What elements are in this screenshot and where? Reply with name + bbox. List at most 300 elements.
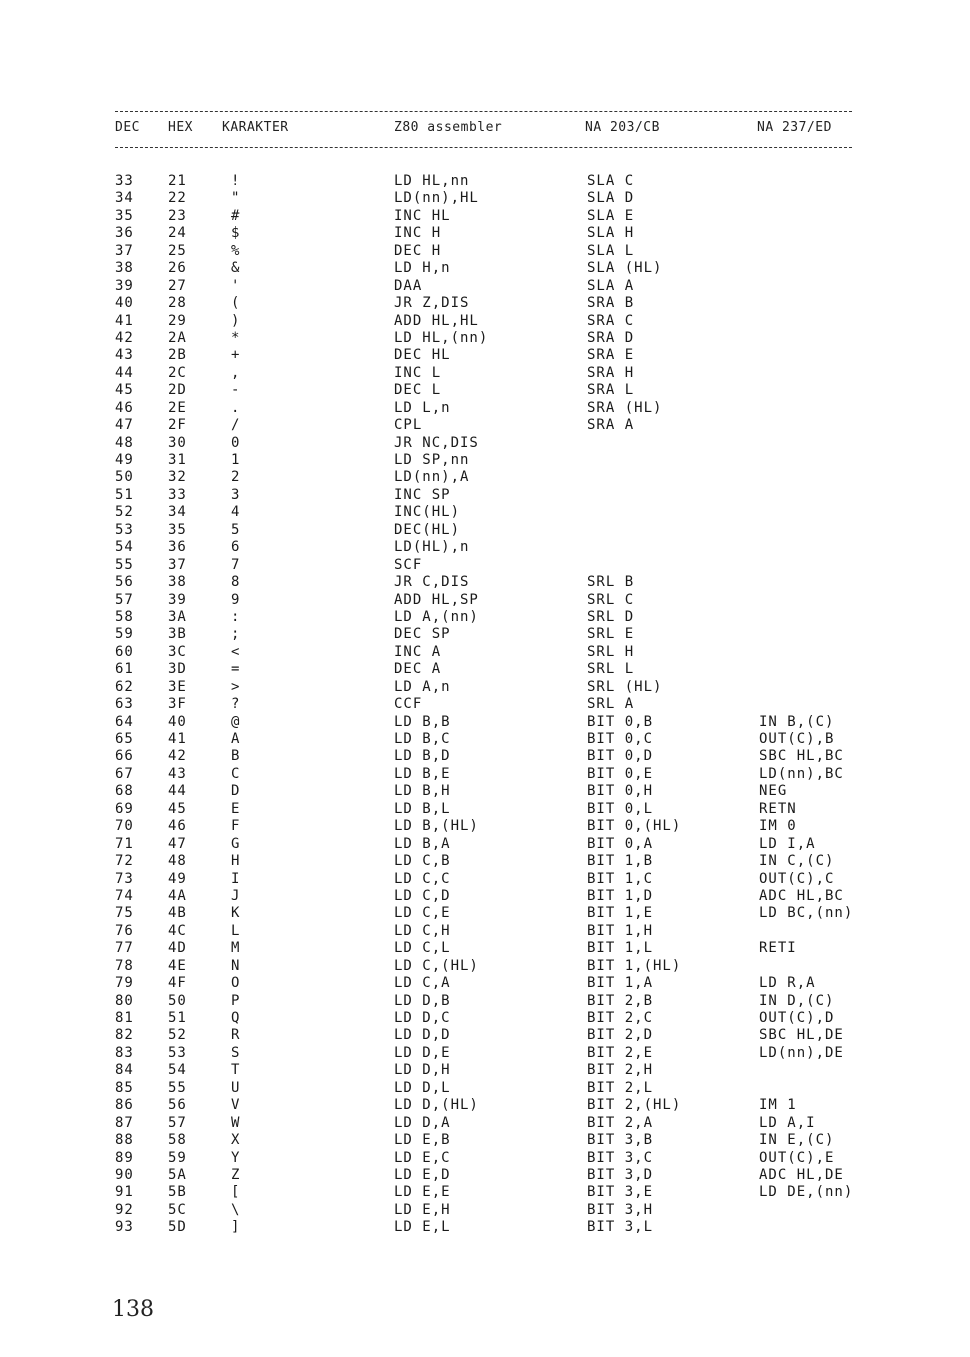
cell-z80: LD E,B — [394, 1132, 451, 1149]
cell-karakter: G — [231, 835, 240, 852]
cell-na237: IM 1 — [759, 1097, 797, 1114]
cell-dec: 46 — [115, 399, 134, 416]
cell-dec: 61 — [115, 661, 134, 678]
cell-na203: BIT 1,L — [587, 940, 654, 957]
cell-karakter: 9 — [231, 591, 240, 608]
cell-na203: SRA E — [587, 347, 635, 364]
table-row — [0, 1202, 970, 1219]
cell-karakter: D — [231, 783, 240, 800]
cell-hex: 28 — [168, 295, 187, 312]
cell-dec: 33 — [115, 173, 134, 189]
cell-hex: 55 — [168, 1079, 187, 1096]
cell-dec: 71 — [115, 835, 134, 852]
cell-z80: LD D,H — [394, 1062, 451, 1079]
cell-na203: BIT 0,(HL) — [587, 818, 682, 835]
cell-hex: 50 — [168, 992, 187, 1009]
cell-hex: 37 — [168, 556, 187, 573]
cell-na237: ADC HL,DE — [759, 1166, 844, 1183]
table-row — [0, 1097, 970, 1114]
cell-karakter: / — [231, 417, 240, 434]
cell-na203: BIT 1,C — [587, 870, 654, 887]
cell-na203: SRA D — [587, 329, 635, 346]
cell-z80: DEC L — [394, 382, 442, 399]
cell-dec: 49 — [115, 452, 134, 468]
cell-karakter: I — [231, 870, 240, 887]
cell-z80: LD E,E — [394, 1184, 451, 1201]
cell-karakter: : — [231, 608, 240, 625]
cell-z80: CCF — [394, 696, 423, 713]
cell-dec: 87 — [115, 1114, 134, 1131]
header-top-rule — [115, 111, 852, 112]
cell-na203: SLA C — [587, 173, 635, 189]
cell-dec: 36 — [115, 225, 134, 242]
cell-hex: 53 — [168, 1044, 187, 1061]
table-row — [0, 592, 970, 609]
cell-z80: LD L,n — [394, 399, 451, 416]
cell-z80: LD A,(nn) — [394, 608, 479, 625]
cell-hex: 23 — [168, 207, 187, 224]
cell-karakter: K — [231, 905, 240, 922]
cell-na237: RETN — [759, 800, 797, 817]
cell-hex: 3D — [168, 661, 187, 678]
cell-dec: 63 — [115, 696, 134, 713]
cell-na237: OUT(C),B — [759, 731, 835, 747]
cell-dec: 81 — [115, 1010, 134, 1026]
cell-z80: INC HL — [394, 207, 451, 224]
cell-z80: INC(HL) — [394, 504, 461, 521]
cell-na203: BIT 1,(HL) — [587, 957, 682, 974]
table-row — [0, 1010, 970, 1027]
cell-hex: 42 — [168, 748, 187, 765]
cell-dec: 80 — [115, 992, 134, 1009]
table-row — [0, 574, 970, 591]
cell-na203: BIT 0,H — [587, 783, 654, 800]
cell-na237: RETI — [759, 940, 797, 957]
cell-na203: SRL L — [587, 661, 635, 678]
table-row — [0, 1027, 970, 1044]
cell-na203: BIT 2,C — [587, 1010, 654, 1026]
table-row — [0, 557, 970, 574]
cell-z80: LD D,L — [394, 1079, 451, 1096]
cell-karakter: [ — [231, 1184, 240, 1201]
table-row — [0, 469, 970, 486]
cell-z80: JR NC,DIS — [394, 434, 479, 451]
cell-karakter: H — [231, 853, 240, 870]
cell-dec: 59 — [115, 626, 134, 643]
table-row — [0, 644, 970, 661]
cell-dec: 90 — [115, 1166, 134, 1183]
cell-na237: SBC HL,BC — [759, 748, 844, 765]
cell-na203: BIT 1,E — [587, 905, 654, 922]
cell-na203: SRL H — [587, 643, 635, 660]
cell-karakter: * — [231, 329, 240, 346]
cell-karakter: ; — [231, 626, 240, 643]
cell-hex: 31 — [168, 452, 187, 468]
cell-karakter: 2 — [231, 469, 240, 486]
cell-dec: 91 — [115, 1184, 134, 1201]
cell-na203: SRL E — [587, 626, 635, 643]
cell-karakter: = — [231, 661, 240, 678]
cell-karakter: Y — [231, 1149, 240, 1166]
cell-karakter: X — [231, 1132, 240, 1149]
table-row — [0, 1062, 970, 1079]
cell-na237: IM 0 — [759, 818, 797, 835]
cell-na237: LD BC,(nn) — [759, 905, 854, 922]
cell-karakter: P — [231, 992, 240, 1009]
cell-hex: 36 — [168, 539, 187, 556]
cell-z80: LD C,(HL) — [394, 957, 479, 974]
cell-karakter: < — [231, 643, 240, 660]
header-z80: Z80 assembler — [394, 120, 503, 135]
table-row — [0, 382, 970, 399]
cell-dec: 67 — [115, 765, 134, 782]
cell-z80: LD B,B — [394, 713, 451, 730]
cell-z80: LD E,L — [394, 1219, 451, 1236]
cell-na203: SRA (HL) — [587, 399, 663, 416]
cell-na237: LD I,A — [759, 835, 816, 852]
table-row — [0, 504, 970, 521]
cell-dec: 35 — [115, 207, 134, 224]
cell-na237: LD(nn),BC — [759, 765, 844, 782]
cell-na203: SRL C — [587, 591, 635, 608]
cell-na203: BIT 1,D — [587, 887, 654, 904]
cell-dec: 42 — [115, 329, 134, 346]
cell-z80: INC L — [394, 364, 442, 381]
cell-hex: 2B — [168, 347, 187, 364]
cell-dec: 50 — [115, 469, 134, 486]
cell-z80: DEC H — [394, 242, 442, 259]
cell-na237: IN D,(C) — [759, 992, 835, 1009]
cell-dec: 93 — [115, 1219, 134, 1236]
cell-karakter: 6 — [231, 539, 240, 556]
cell-z80: DEC SP — [394, 626, 451, 643]
table-row — [0, 1080, 970, 1097]
cell-na203: BIT 2,D — [587, 1027, 654, 1044]
cell-z80: LD SP,nn — [394, 452, 470, 468]
cell-dec: 57 — [115, 591, 134, 608]
cell-na237: OUT(C),C — [759, 870, 835, 887]
cell-dec: 58 — [115, 608, 134, 625]
cell-z80: LD E,H — [394, 1201, 451, 1218]
cell-hex: 43 — [168, 765, 187, 782]
cell-na203: BIT 1,B — [587, 853, 654, 870]
cell-hex: 3C — [168, 643, 187, 660]
cell-z80: LD B,L — [394, 800, 451, 817]
cell-na237: SBC HL,DE — [759, 1027, 844, 1044]
cell-dec: 45 — [115, 382, 134, 399]
cell-hex: 4E — [168, 957, 187, 974]
cell-hex: 46 — [168, 818, 187, 835]
table-header — [0, 120, 970, 138]
cell-z80: LD D,D — [394, 1027, 451, 1044]
cell-karakter: U — [231, 1079, 240, 1096]
cell-hex: 57 — [168, 1114, 187, 1131]
cell-na203: BIT 0,D — [587, 748, 654, 765]
table-row — [0, 313, 970, 330]
cell-karakter: - — [231, 382, 240, 399]
cell-hex: 2E — [168, 399, 187, 416]
cell-karakter: ? — [231, 696, 240, 713]
cell-karakter: % — [231, 242, 240, 259]
table-row — [0, 905, 970, 922]
table-row — [0, 888, 970, 905]
cell-na203: BIT 3,C — [587, 1149, 654, 1166]
cell-dec: 56 — [115, 574, 134, 591]
cell-hex: 32 — [168, 469, 187, 486]
cell-na203: BIT 3,D — [587, 1166, 654, 1183]
cell-z80: LD HL,(nn) — [394, 329, 489, 346]
cell-na203: BIT 3,H — [587, 1201, 654, 1218]
table-row — [0, 748, 970, 765]
cell-hex: 39 — [168, 591, 187, 608]
cell-na237: LD DE,(nn) — [759, 1184, 854, 1201]
cell-hex: 4F — [168, 975, 187, 992]
table-row — [0, 1115, 970, 1132]
cell-dec: 40 — [115, 295, 134, 312]
cell-hex: 5C — [168, 1201, 187, 1218]
table-row — [0, 1045, 970, 1062]
cell-z80: DEC A — [394, 661, 442, 678]
cell-dec: 73 — [115, 870, 134, 887]
cell-dec: 62 — [115, 678, 134, 695]
table-row — [0, 452, 970, 469]
table-row — [0, 958, 970, 975]
cell-dec: 85 — [115, 1079, 134, 1096]
cell-dec: 38 — [115, 260, 134, 277]
cell-hex: 34 — [168, 504, 187, 521]
table-row — [0, 295, 970, 312]
cell-z80: LD HL,nn — [394, 173, 470, 189]
cell-hex: 27 — [168, 277, 187, 294]
cell-dec: 89 — [115, 1149, 134, 1166]
cell-z80: LD E,D — [394, 1166, 451, 1183]
table-row — [0, 783, 970, 800]
cell-na203: BIT 0,E — [587, 765, 654, 782]
cell-karakter: ! — [231, 173, 240, 189]
cell-z80: LD(nn),A — [394, 469, 470, 486]
cell-z80: LD C,A — [394, 975, 451, 992]
cell-hex: 40 — [168, 713, 187, 730]
cell-z80: DEC HL — [394, 347, 451, 364]
cell-na237: IN E,(C) — [759, 1132, 835, 1149]
cell-dec: 41 — [115, 312, 134, 329]
cell-dec: 51 — [115, 486, 134, 503]
cell-hex: 41 — [168, 731, 187, 747]
cell-karakter: $ — [231, 225, 240, 242]
cell-hex: 33 — [168, 486, 187, 503]
cell-na203: BIT 2,E — [587, 1044, 654, 1061]
cell-z80: LD C,H — [394, 922, 451, 939]
cell-hex: 2C — [168, 364, 187, 381]
opcode-table — [0, 173, 970, 1237]
cell-z80: JR C,DIS — [394, 574, 470, 591]
table-row — [0, 435, 970, 452]
cell-dec: 92 — [115, 1201, 134, 1218]
cell-karakter: Z — [231, 1166, 240, 1183]
cell-dec: 77 — [115, 940, 134, 957]
cell-z80: ADD HL,HL — [394, 312, 479, 329]
table-row — [0, 766, 970, 783]
cell-na203: SRL D — [587, 608, 635, 625]
table-row — [0, 923, 970, 940]
cell-hex: 29 — [168, 312, 187, 329]
cell-dec: 70 — [115, 818, 134, 835]
cell-na203: SLA D — [587, 190, 635, 207]
cell-hex: 3F — [168, 696, 187, 713]
cell-karakter: 3 — [231, 486, 240, 503]
cell-karakter: J — [231, 887, 240, 904]
cell-hex: 58 — [168, 1132, 187, 1149]
cell-hex: 47 — [168, 835, 187, 852]
cell-z80: LD B,(HL) — [394, 818, 479, 835]
table-row — [0, 365, 970, 382]
cell-hex: 59 — [168, 1149, 187, 1166]
cell-na237: LD R,A — [759, 975, 816, 992]
cell-z80: LD C,L — [394, 940, 451, 957]
cell-dec: 54 — [115, 539, 134, 556]
header-dec: DEC — [115, 120, 140, 135]
cell-hex: 4C — [168, 922, 187, 939]
cell-na203: BIT 2,B — [587, 992, 654, 1009]
table-row — [0, 330, 970, 347]
cell-hex: 45 — [168, 800, 187, 817]
cell-na203: SLA (HL) — [587, 260, 663, 277]
cell-na203: SRA C — [587, 312, 635, 329]
cell-na203: SRA B — [587, 295, 635, 312]
cell-hex: 5A — [168, 1166, 187, 1183]
cell-karakter: R — [231, 1027, 240, 1044]
cell-karakter: S — [231, 1044, 240, 1061]
table-row — [0, 801, 970, 818]
cell-z80: LD C,E — [394, 905, 451, 922]
cell-karakter: A — [231, 731, 240, 747]
cell-dec: 55 — [115, 556, 134, 573]
table-row — [0, 993, 970, 1010]
table-row — [0, 853, 970, 870]
cell-dec: 74 — [115, 887, 134, 904]
cell-z80: LD C,D — [394, 887, 451, 904]
cell-z80: LD A,n — [394, 678, 451, 695]
cell-z80: LD D,E — [394, 1044, 451, 1061]
cell-karakter: ] — [231, 1219, 240, 1236]
cell-dec: 48 — [115, 434, 134, 451]
table-row — [0, 626, 970, 643]
cell-dec: 39 — [115, 277, 134, 294]
cell-z80: LD B,C — [394, 731, 451, 747]
cell-karakter: F — [231, 818, 240, 835]
cell-na237: IN C,(C) — [759, 853, 835, 870]
cell-na203: BIT 0,L — [587, 800, 654, 817]
cell-dec: 83 — [115, 1044, 134, 1061]
table-row — [0, 260, 970, 277]
table-row — [0, 940, 970, 957]
table-row — [0, 487, 970, 504]
cell-z80: SCF — [394, 556, 423, 573]
cell-z80: DEC(HL) — [394, 521, 461, 538]
cell-hex: 2A — [168, 329, 187, 346]
header-na203: NA 203/CB — [585, 120, 660, 135]
cell-karakter: 4 — [231, 504, 240, 521]
cell-hex: 4D — [168, 940, 187, 957]
cell-z80: LD E,C — [394, 1149, 451, 1166]
cell-karakter: 5 — [231, 521, 240, 538]
cell-karakter: V — [231, 1097, 240, 1114]
cell-hex: 22 — [168, 190, 187, 207]
cell-karakter: O — [231, 975, 240, 992]
cell-karakter: E — [231, 800, 240, 817]
cell-hex: 21 — [168, 173, 187, 189]
cell-karakter: 7 — [231, 556, 240, 573]
cell-hex: 30 — [168, 434, 187, 451]
header-karakter: KARAKTER — [222, 120, 289, 135]
cell-hex: 2D — [168, 382, 187, 399]
cell-hex: 49 — [168, 870, 187, 887]
cell-karakter: N — [231, 957, 240, 974]
cell-hex: 48 — [168, 853, 187, 870]
cell-dec: 34 — [115, 190, 134, 207]
cell-karakter: C — [231, 765, 240, 782]
cell-z80: LD B,E — [394, 765, 451, 782]
table-row — [0, 208, 970, 225]
cell-karakter: 1 — [231, 452, 240, 468]
cell-na203: SRA H — [587, 364, 635, 381]
cell-karakter: 8 — [231, 574, 240, 591]
cell-karakter: L — [231, 922, 240, 939]
cell-karakter: ( — [231, 295, 240, 312]
cell-dec: 72 — [115, 853, 134, 870]
cell-na203: BIT 0,B — [587, 713, 654, 730]
cell-z80: LD B,A — [394, 835, 451, 852]
cell-hex: 2F — [168, 417, 187, 434]
cell-na203: BIT 2,H — [587, 1062, 654, 1079]
table-row — [0, 173, 970, 190]
cell-dec: 86 — [115, 1097, 134, 1114]
cell-karakter: # — [231, 207, 240, 224]
cell-na203: SLA A — [587, 277, 635, 294]
cell-hex: 26 — [168, 260, 187, 277]
cell-dec: 84 — [115, 1062, 134, 1079]
table-row — [0, 417, 970, 434]
cell-hex: 38 — [168, 574, 187, 591]
cell-hex: 3E — [168, 678, 187, 695]
cell-z80: LD(nn),HL — [394, 190, 479, 207]
table-row — [0, 696, 970, 713]
table-row — [0, 243, 970, 260]
table-row — [0, 609, 970, 626]
cell-z80: LD B,H — [394, 783, 451, 800]
cell-na203: SRA A — [587, 417, 635, 434]
table-row — [0, 836, 970, 853]
cell-dec: 66 — [115, 748, 134, 765]
cell-karakter: , — [231, 364, 240, 381]
cell-hex: 52 — [168, 1027, 187, 1044]
cell-karakter: . — [231, 399, 240, 416]
cell-na203: BIT 3,E — [587, 1184, 654, 1201]
cell-na203: SLA H — [587, 225, 635, 242]
cell-hex: 51 — [168, 1010, 187, 1026]
cell-na203: SRL (HL) — [587, 678, 663, 695]
cell-na203: BIT 2,(HL) — [587, 1097, 682, 1114]
cell-na203: SLA E — [587, 207, 635, 224]
cell-na237: NEG — [759, 783, 788, 800]
table-row — [0, 1184, 970, 1201]
table-row — [0, 539, 970, 556]
cell-dec: 52 — [115, 504, 134, 521]
cell-hex: 54 — [168, 1062, 187, 1079]
table-row — [0, 731, 970, 748]
cell-z80: INC SP — [394, 486, 451, 503]
cell-hex: 35 — [168, 521, 187, 538]
